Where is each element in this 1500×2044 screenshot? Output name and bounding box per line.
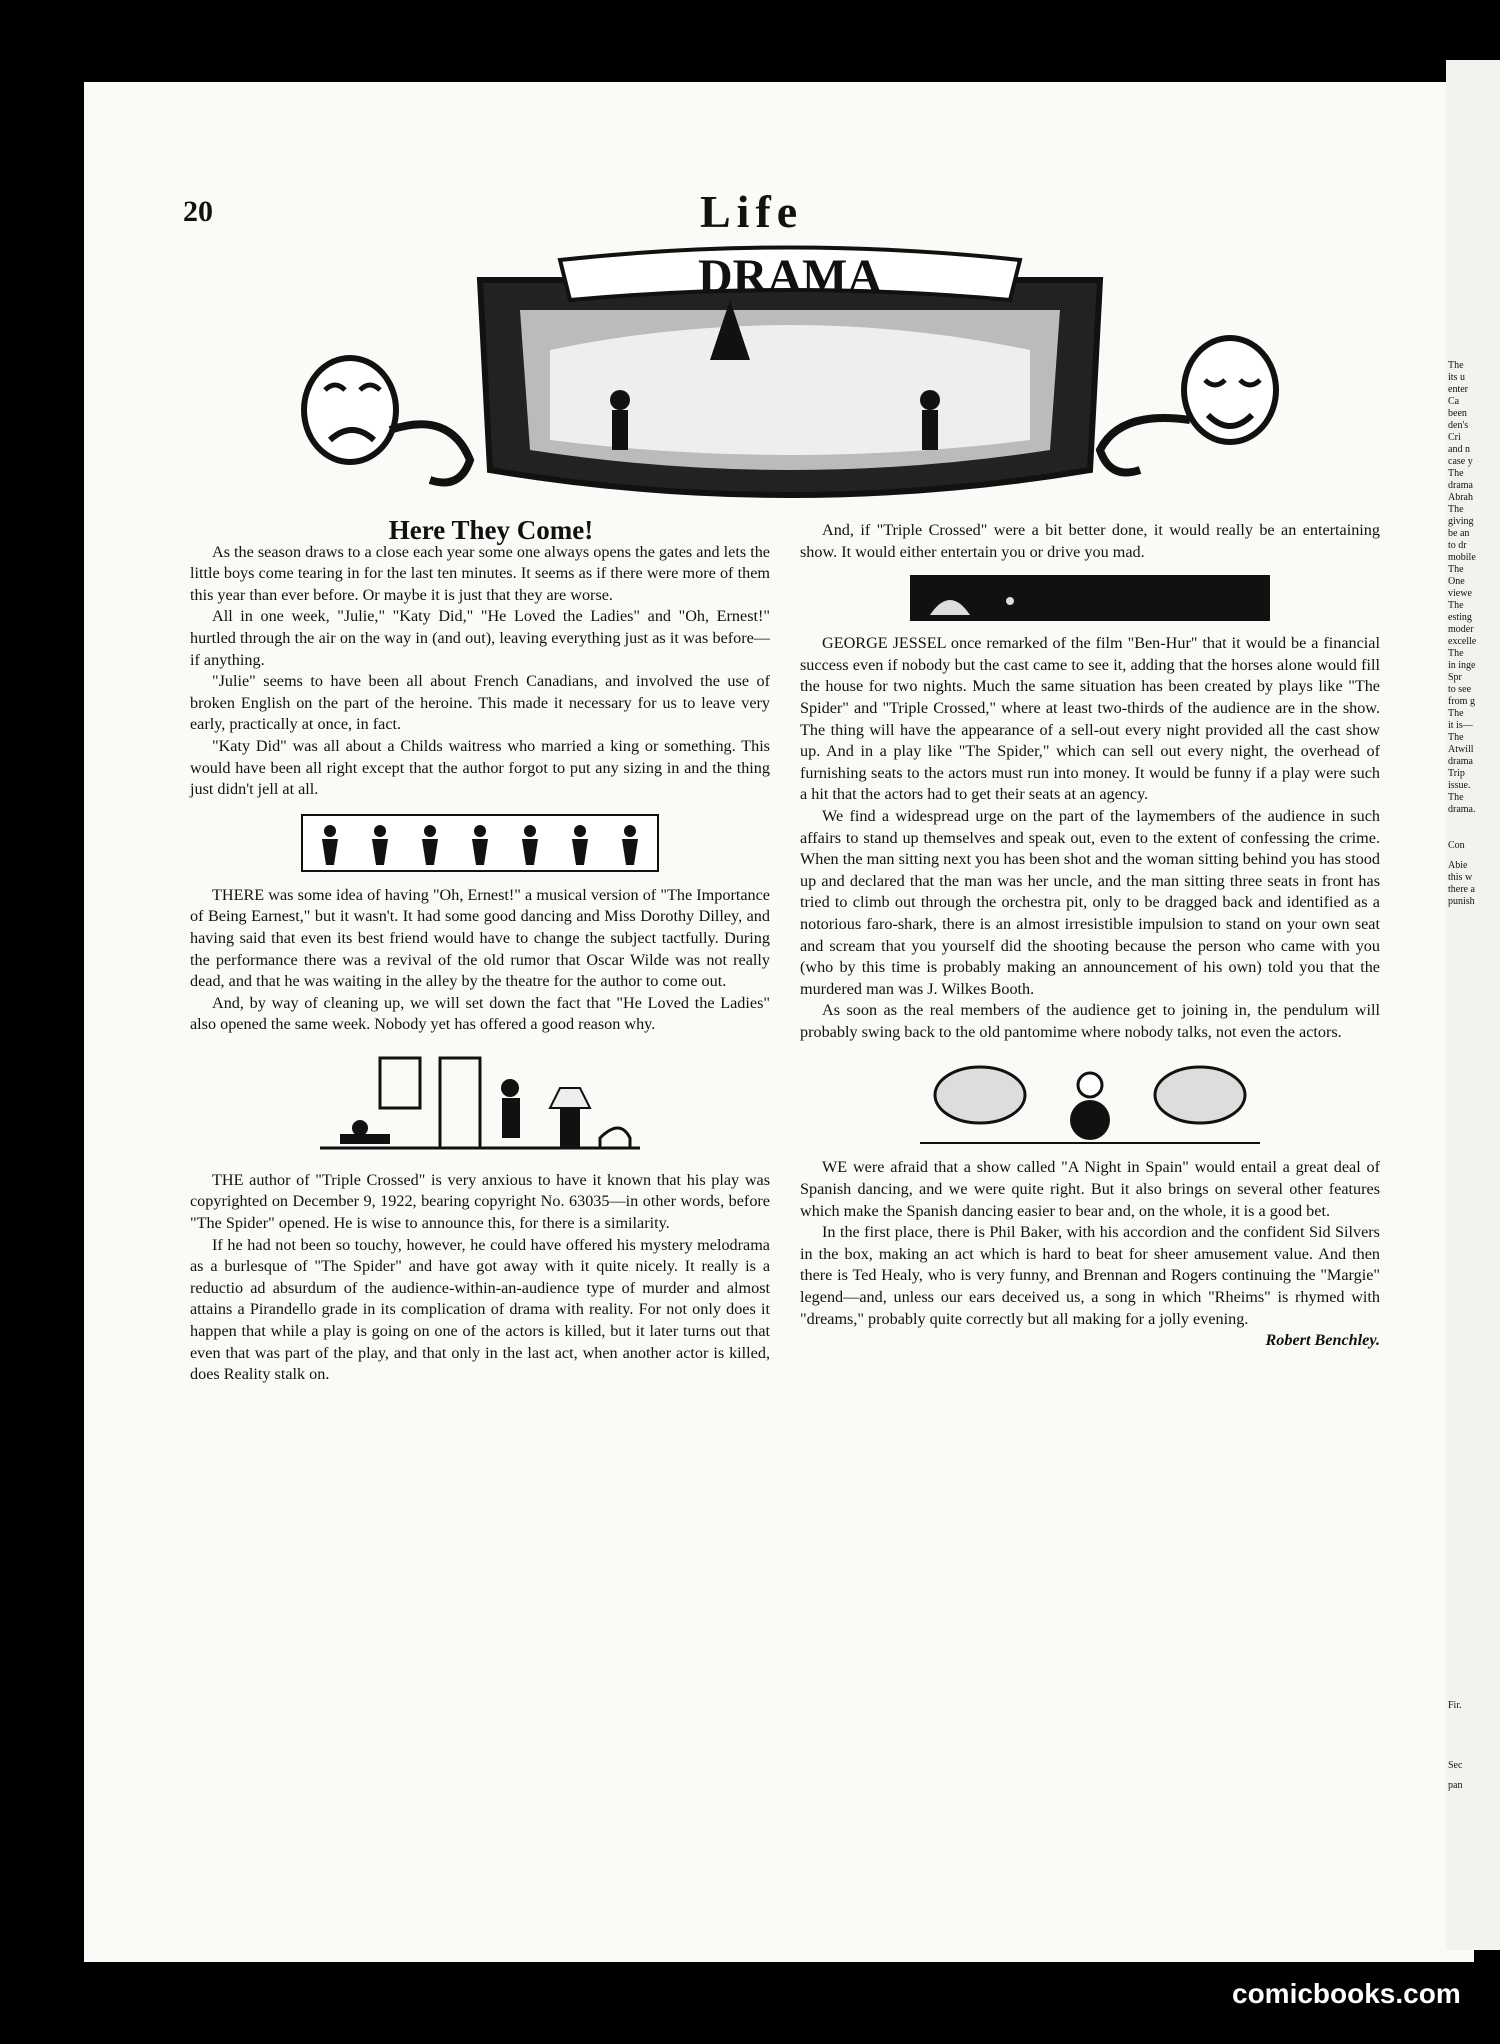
adjacent-page-text: One xyxy=(1448,576,1465,587)
section-title: DRAMA xyxy=(698,250,882,303)
adjacent-page-text: den's xyxy=(1448,420,1469,431)
adjacent-page-text: from g xyxy=(1448,696,1475,707)
paragraph: As soon as the real members of the audience get to joining in, the pendulum will probably swing back to the old pantomime where nobody talks, not even the actors. xyxy=(800,1001,1380,1041)
paragraph: THE author of "Triple Crossed" is very anxious to have it known that his play was copyrighted on December 9, 1922, bearing copyright No. 63035—in other words, before "The Spider" opened. He is wise to announce this, for there is a similarity. xyxy=(190,1170,770,1233)
adjacent-page-text: excelle xyxy=(1448,636,1477,647)
paragraph: And, if "Triple Crossed" were a bit better done, it would really be an entertaining show. It would either entertain you or drive you mad. xyxy=(800,521,1380,561)
adjacent-page-text: in inge xyxy=(1448,660,1476,671)
paragraph: In the first place, there is Phil Baker, with his accordion and the confident Sid Silvers in the box, making an act which is hard to beat for sheer amusement value. And then there is Ted Healy, who is very funny, and Brennan and Rogers continuing the "Margie" legend—and, unless our ears deceived us, a song in which "Rheims" is rhymed with "dreams," probably quite correctly but all making for a jolly evening. xyxy=(800,1223,1380,1328)
adjacent-page-text: Atwill xyxy=(1448,744,1474,755)
paragraph: GEORGE JESSEL once remarked of the film "Ben-Hur" that it would be a financial success even if nobody but the cast came to see it, adding that the horses alone would fill the house for two nights. Much the same situation has been created by plays like "The Spider" and "Triple Crossed," where at least two-thirds of the audience are in the show. The thing will have the appearance of a sell-out every night provided all the cast show up. And in a play like "The Spider," which can sell out every night, the overhead of furnishing seats to the actors must run into money. It would be funny if a play were such a hit that the actors had to get their seats at an agency. xyxy=(800,634,1380,804)
article-headline: Here They Come! xyxy=(388,515,594,545)
masthead-logo: Life xyxy=(700,186,804,237)
adjacent-page-text: The xyxy=(1448,792,1464,803)
adjacent-page-text: pan xyxy=(1448,1780,1463,1791)
drama-banner-illustration xyxy=(290,240,1290,510)
paragraph: If he had not been so touchy, however, he could have offered his mystery melodrama as a burlesque of "The Spider" and have got away with it quite nicely. It really is a reductio ad absurdum of the audience-within-an-audience type of murder and almost attains a Pirandello grade in its complication of drama with reality. For not only does it happen that while a play is going on one of the actors is killed, but it later turns out that even that was part of the play, and that only in the last act, when another actor is killed, does Reality stalk on. xyxy=(190,1235,770,1384)
dancers-illustration xyxy=(300,813,660,873)
adjacent-page-text: drama xyxy=(1448,480,1473,491)
adjacent-page-text: drama. xyxy=(1448,804,1476,815)
tragedy-mask-icon xyxy=(304,358,470,483)
adjacent-page-text: Spr xyxy=(1448,672,1462,683)
paragraph: And, by way of cleaning up, we will set down the fact that "He Loved the Ladies" also opened the same week. Nobody yet has offered a good reason why. xyxy=(190,993,770,1034)
audience-illustration xyxy=(920,1055,1260,1145)
adjacent-page-text: The xyxy=(1448,564,1464,575)
adjacent-page-text: it is— xyxy=(1448,720,1473,731)
adjacent-page-text: there a xyxy=(1448,884,1475,895)
adjacent-page-text: to dr xyxy=(1448,540,1467,551)
adjacent-page-text: The xyxy=(1448,708,1464,719)
paragraph: All in one week, "Julie," "Katy Did," "He Loved the Ladies" and "Oh, Ernest!" hurtled through the air on the way in (and out), leaving everything just as it was before—if anything. xyxy=(190,607,770,669)
adjacent-page-text: Con xyxy=(1448,840,1465,851)
paragraph: "Katy Did" was all about a Childs waitress who married a king or something. This would have been all right except that the author forgot to put any sizing in and the thing just didn't jell at all. xyxy=(190,736,770,799)
adjacent-page-text: Ca xyxy=(1448,396,1460,407)
adjacent-page-text: been xyxy=(1448,408,1467,419)
adjacent-page-text: drama xyxy=(1448,756,1473,767)
adjacent-page-text: case y xyxy=(1448,456,1473,467)
adjacent-page-text: The xyxy=(1448,732,1464,743)
adjacent-page-text: Cri xyxy=(1448,432,1461,443)
paragraph: WE were afraid that a show called "A Night in Spain" would entail a great deal of Spanish dancing, and we were quite right. But it also brings on several other features which make the Spanish dancing easier to bear and, on the whole, it is a good bet. xyxy=(800,1158,1380,1220)
adjacent-page-text: its u xyxy=(1448,372,1465,383)
adjacent-page-text: viewe xyxy=(1448,588,1472,599)
comedy-mask-icon xyxy=(1100,338,1276,473)
adjacent-page-text: and n xyxy=(1448,444,1470,455)
adjacent-page-text: giving xyxy=(1448,516,1474,527)
page-number: 20 xyxy=(183,195,213,228)
adjacent-page-text: punish xyxy=(1448,896,1475,907)
paragraph: We find a widespread urge on the part of the laymembers of the audience in such affairs to stand up themselves and speak out, even to the extent of confessing the crime. When the man sitting next you has been shot and the woman sitting behind you has stood up and declared that the man was her uncle, and the man sitting three seats in front has tried to climb out through the orchestra pit, only to be dragged back and identified as a notorious faro-shark, there is an almost irresistible impulsion to stand on your own seat and scream that you yourself did the shooting because the person who came with you (who by this time is probably making an announcement of his own) told you that the murdered man was J. Wilkes Booth. xyxy=(800,806,1380,998)
orchestra-pit-illustration xyxy=(910,575,1270,621)
left-column xyxy=(190,515,770,1386)
living-room-illustration xyxy=(320,1048,640,1158)
right-column xyxy=(800,520,1380,1352)
adjacent-page-text: mobile xyxy=(1448,552,1476,563)
paragraph: As the season draws to a close each year some one always opens the gates and lets the little boys come tearing in for the last ten minutes. It seems as if there were more of them this year than ever before. Or maybe it is just that they are worse. xyxy=(190,542,770,604)
adjacent-page-edge xyxy=(1446,60,1500,1950)
paragraph: "Julie" seems to have been all about French Canadians, and involved the use of broken English on the part of the heroine. This made it necessary for us to leave very early, practically at once, in fact. xyxy=(190,672,770,734)
paragraph: THERE was some idea of having "Oh, Ernest!" a musical version of "The Importance of Being Earnest," but it wasn't. It had some good dancing and Miss Dorothy Dilley, and having said that even its best friend would have to change the subject tactfully. During the performance there was a revival of the old rumor that Oscar Wilde was not really dead, and that he was waiting in the alley by the theatre for the author to come out. xyxy=(190,885,770,991)
adjacent-page-text: The xyxy=(1448,468,1464,479)
adjacent-page-text: Trip xyxy=(1448,768,1465,779)
watermark: comicbooks.com xyxy=(1232,1978,1461,2009)
adjacent-page-text: Abrah xyxy=(1448,492,1473,503)
adjacent-page-text: esting xyxy=(1448,612,1472,623)
adjacent-page-text: The xyxy=(1448,360,1464,371)
adjacent-page-text: issue. xyxy=(1448,780,1471,791)
adjacent-page-text: Fir. xyxy=(1448,1700,1462,1711)
adjacent-page-text: to see xyxy=(1448,684,1472,695)
adjacent-page-text: The xyxy=(1448,600,1464,611)
adjacent-page-text: The xyxy=(1448,504,1464,515)
adjacent-page-text: The xyxy=(1448,648,1464,659)
adjacent-page-text: enter xyxy=(1448,384,1468,395)
adjacent-page-text: Sec xyxy=(1448,1760,1463,1771)
adjacent-page-text: this w xyxy=(1448,872,1473,883)
adjacent-page-text: moder xyxy=(1448,624,1474,635)
adjacent-page-text: Abie xyxy=(1448,860,1468,871)
author-signature: Robert Benchley. xyxy=(1265,1331,1380,1350)
adjacent-page-text: be an xyxy=(1448,528,1470,539)
